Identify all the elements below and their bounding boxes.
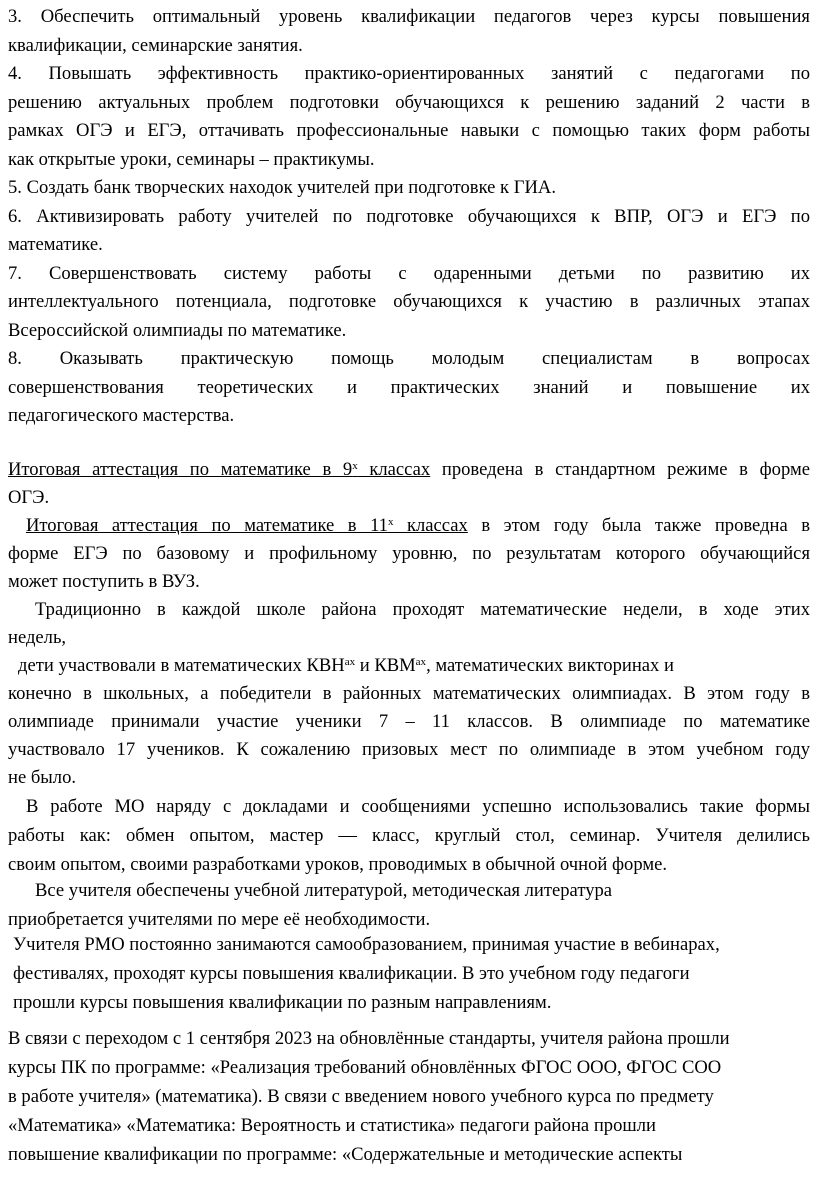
- transition-section: [8, 1024, 810, 1169]
- goal-6-line-1: 6. Активизировать работу учителей по подготовке обучающихся к ВПР, ОГЭ и ЕГЭ по: [8, 205, 810, 227]
- transition-line-1: В связи с переходом с 1 сентября 2023 на обновлённые стандарты, учителя района прошли: [8, 1028, 730, 1049]
- math-weeks-line-3: дети участвовали в математических $КВН^{ах}$ и $КВМ^{ах}$, математических викторинах и: [18, 655, 674, 676]
- document-page: [8, 0, 811, 1165]
- math-weeks-line-2: недель,: [8, 627, 67, 648]
- attestation-section: [8, 456, 810, 596]
- goal-8-line-3: педагогического мастерства.: [8, 405, 235, 426]
- attestation-9-line-1: Итоговая аттестация по математике в $9^х$ классах проведена в стандартном режиме в форме: [8, 459, 810, 480]
- mo-work-line-1: В работе МО наряду с докладами и сообщениями успешно использовались такие формы: [26, 796, 810, 817]
- math-weeks-line-7: не было.: [8, 767, 77, 788]
- math-weeks-line-4: конечно в школьных, а победители в районных математических олимпиадах. В этом году в: [8, 683, 810, 704]
- goal-4-line-4: как открытые уроки, семинары – практикумы.: [8, 148, 375, 170]
- math-weeks-line-1: Традиционно в каждой школе района проходят математические недели, в ходе этих: [35, 599, 810, 620]
- transition-line-4: «Математика» «Математика: Вероятность и статистика» педагоги района прошли: [8, 1115, 656, 1136]
- goal-7-line-2: интеллектуального потенциала, подготовке обучающихся к участию в различных этапах: [8, 291, 810, 312]
- literature-line-1: Все учителя обеспечены учебной литературой, методическая литература: [35, 880, 613, 901]
- literature-line-2: приобретается учителями по мере её необходимости.: [8, 909, 431, 930]
- goal-5-line-1: 5. Создать банк творческих находок учителей при подготовке к ГИА.: [8, 177, 556, 198]
- numbered-goals-list: [8, 0, 810, 431]
- goal-6-line-2: математике.: [8, 234, 103, 255]
- transition-line-2: курсы ПК по программе: «Реализация требований обновлённых ФГОС ООО, ФГОС СОО: [8, 1057, 722, 1078]
- transition-line-3: в работе учителя» (математика). В связи с введением нового учебного курса по предмету: [8, 1086, 714, 1107]
- self-education-line-2: фестивалях, проходят курсы повышения квалификации. В это учебном году педагоги: [13, 963, 690, 984]
- math-weeks-line-6: участвовало 17 учеников. К сожалению призовых мест по олимпиаде в этом учебном году: [8, 739, 810, 760]
- self-education-line-1: Учителя РМО постоянно занимаются самообразованием, принимая участие в вебинарах,: [13, 934, 720, 955]
- goal-3-line-2: квалификации, семинарские занятия.: [8, 34, 303, 56]
- goal-3-line-1: 3. Обеспечить оптимальный уровень квалификации педагогов через курсы повышения: [8, 6, 810, 27]
- self-education-line-3: прошли курсы повышения квалификации по разным направлениям.: [13, 992, 552, 1013]
- literature-section: [8, 876, 810, 934]
- math-weeks-line-5: олимпиаде принимали участие ученики 7 – 11 классов. В олимпиаде по математике: [8, 711, 810, 732]
- goal-4-line-1: 4. Повышать эффективность практико-ориентированных занятий с педагогами по: [8, 63, 810, 84]
- attestation-9-line-2: ОГЭ.: [8, 487, 50, 508]
- goal-7-line-1: 7. Совершенствовать систему работы с одаренными детьми по развитию их: [8, 262, 810, 284]
- goal-4-line-2: решению актуальных проблем подготовки обучающихся к решению заданий 2 части в: [8, 91, 810, 113]
- mo-work-line-3: своим опытом, своими разработками уроков, проводимых в обычной очной форме.: [8, 854, 668, 875]
- transition-line-5: повышение квалификации по программе: «Содержательные и методические аспекты: [8, 1144, 683, 1165]
- attestation-11-line-2: форме ЕГЭ по базовому и профильному уровню, по результатам которого обучающийся: [8, 543, 810, 564]
- goal-8-line-1: 8. Оказывать практическую помощь молодым специалистам в вопросах: [8, 348, 810, 369]
- attestation-11-underlined: Итоговая аттестация по математике в $11^х$ классах: [26, 515, 468, 536]
- self-education-section: [13, 930, 810, 1017]
- attestation-11-line-3: может поступить в ВУЗ.: [8, 571, 200, 592]
- math-weeks-section: [8, 596, 810, 792]
- mo-work-line-2: работы как: обмен опытом, мастер — класс, круглый стол, семинар. Учителя делились: [8, 825, 810, 846]
- goal-4-line-3: рамках ОГЭ и ЕГЭ, оттачивать профессиональные навыки с помощью таких форм работы: [8, 120, 810, 141]
- mo-work-section: [8, 792, 810, 879]
- attestation-9-underlined: Итоговая аттестация по математике в $9^х$ классах: [8, 459, 431, 480]
- goal-8-line-2: совершенствования теоретических и практических знаний и повышение их: [8, 376, 810, 398]
- goal-7-line-3: Всероссийской олимпиады по математике.: [8, 319, 347, 341]
- attestation-11-line-1: Итоговая аттестация по математике в $11^х$ классах в этом году была также проведна в: [26, 515, 811, 536]
